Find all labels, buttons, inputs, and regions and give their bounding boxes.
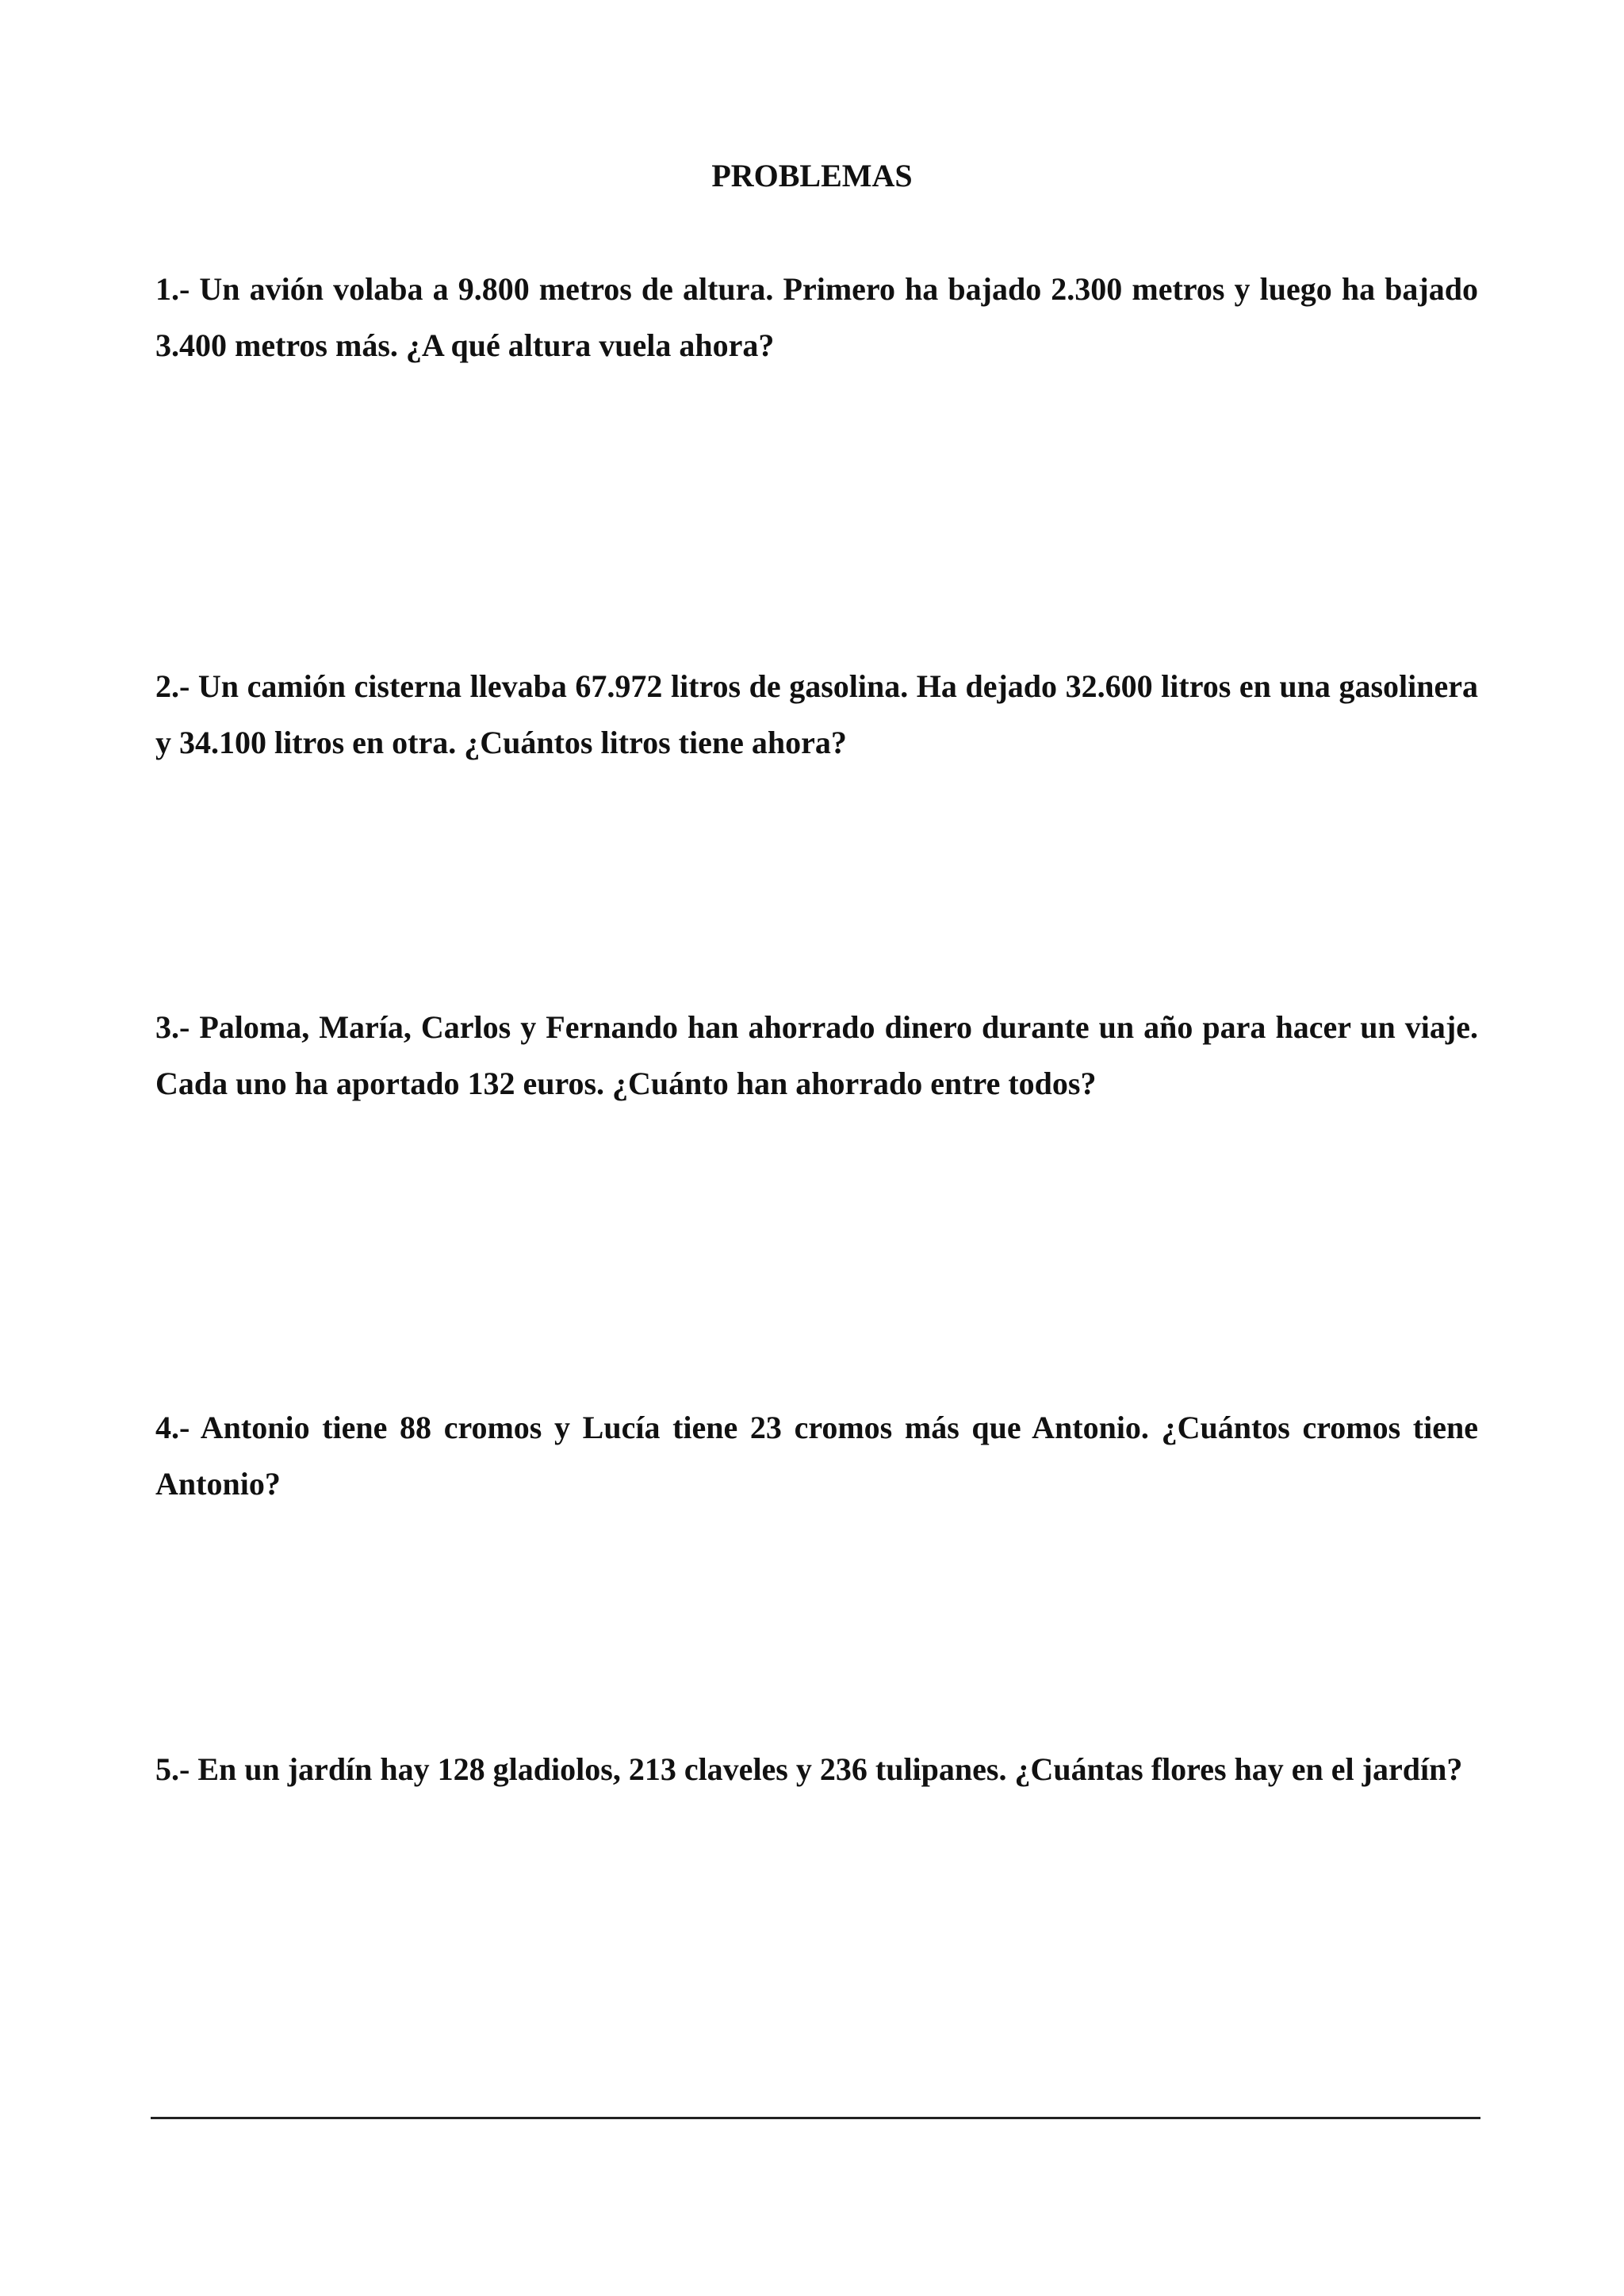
problem-2: 2.- Un camión cisterna llevaba 67.972 litros de gasolina. Ha dejado 32.600 litros en una gasolinera y 34.100 litros en otra. ¿Cuántos litros tiene ahora? <box>155 668 1478 760</box>
problem-4: 4.- Antonio tiene 88 cromos y Lucía tiene 23 cromos más que Antonio. ¿Cuántos cromos tiene Antonio? <box>155 1410 1478 1502</box>
problem-3: 3.- Paloma, María, Carlos y Fernando han ahorrado dinero durante un año para hacer un viaje. Cada uno ha aportado 132 euros. ¿Cuánto han ahorrado entre todos? <box>155 1009 1478 1101</box>
problem-5: 5.- En un jardín hay 128 gladiolos, 213 claveles y 236 tulipanes. ¿Cuántas flores hay en el jardín? <box>155 1751 1463 1787</box>
problem-1: 1.- Un avión volaba a 9.800 metros de altura. Primero ha bajado 2.300 metros y luego ha bajado 3.400 metros más. ¿A qué altura vuela ahora? <box>155 271 1478 363</box>
footer-rule <box>151 2117 1480 2119</box>
page-title: PROBLEMAS <box>711 158 913 193</box>
